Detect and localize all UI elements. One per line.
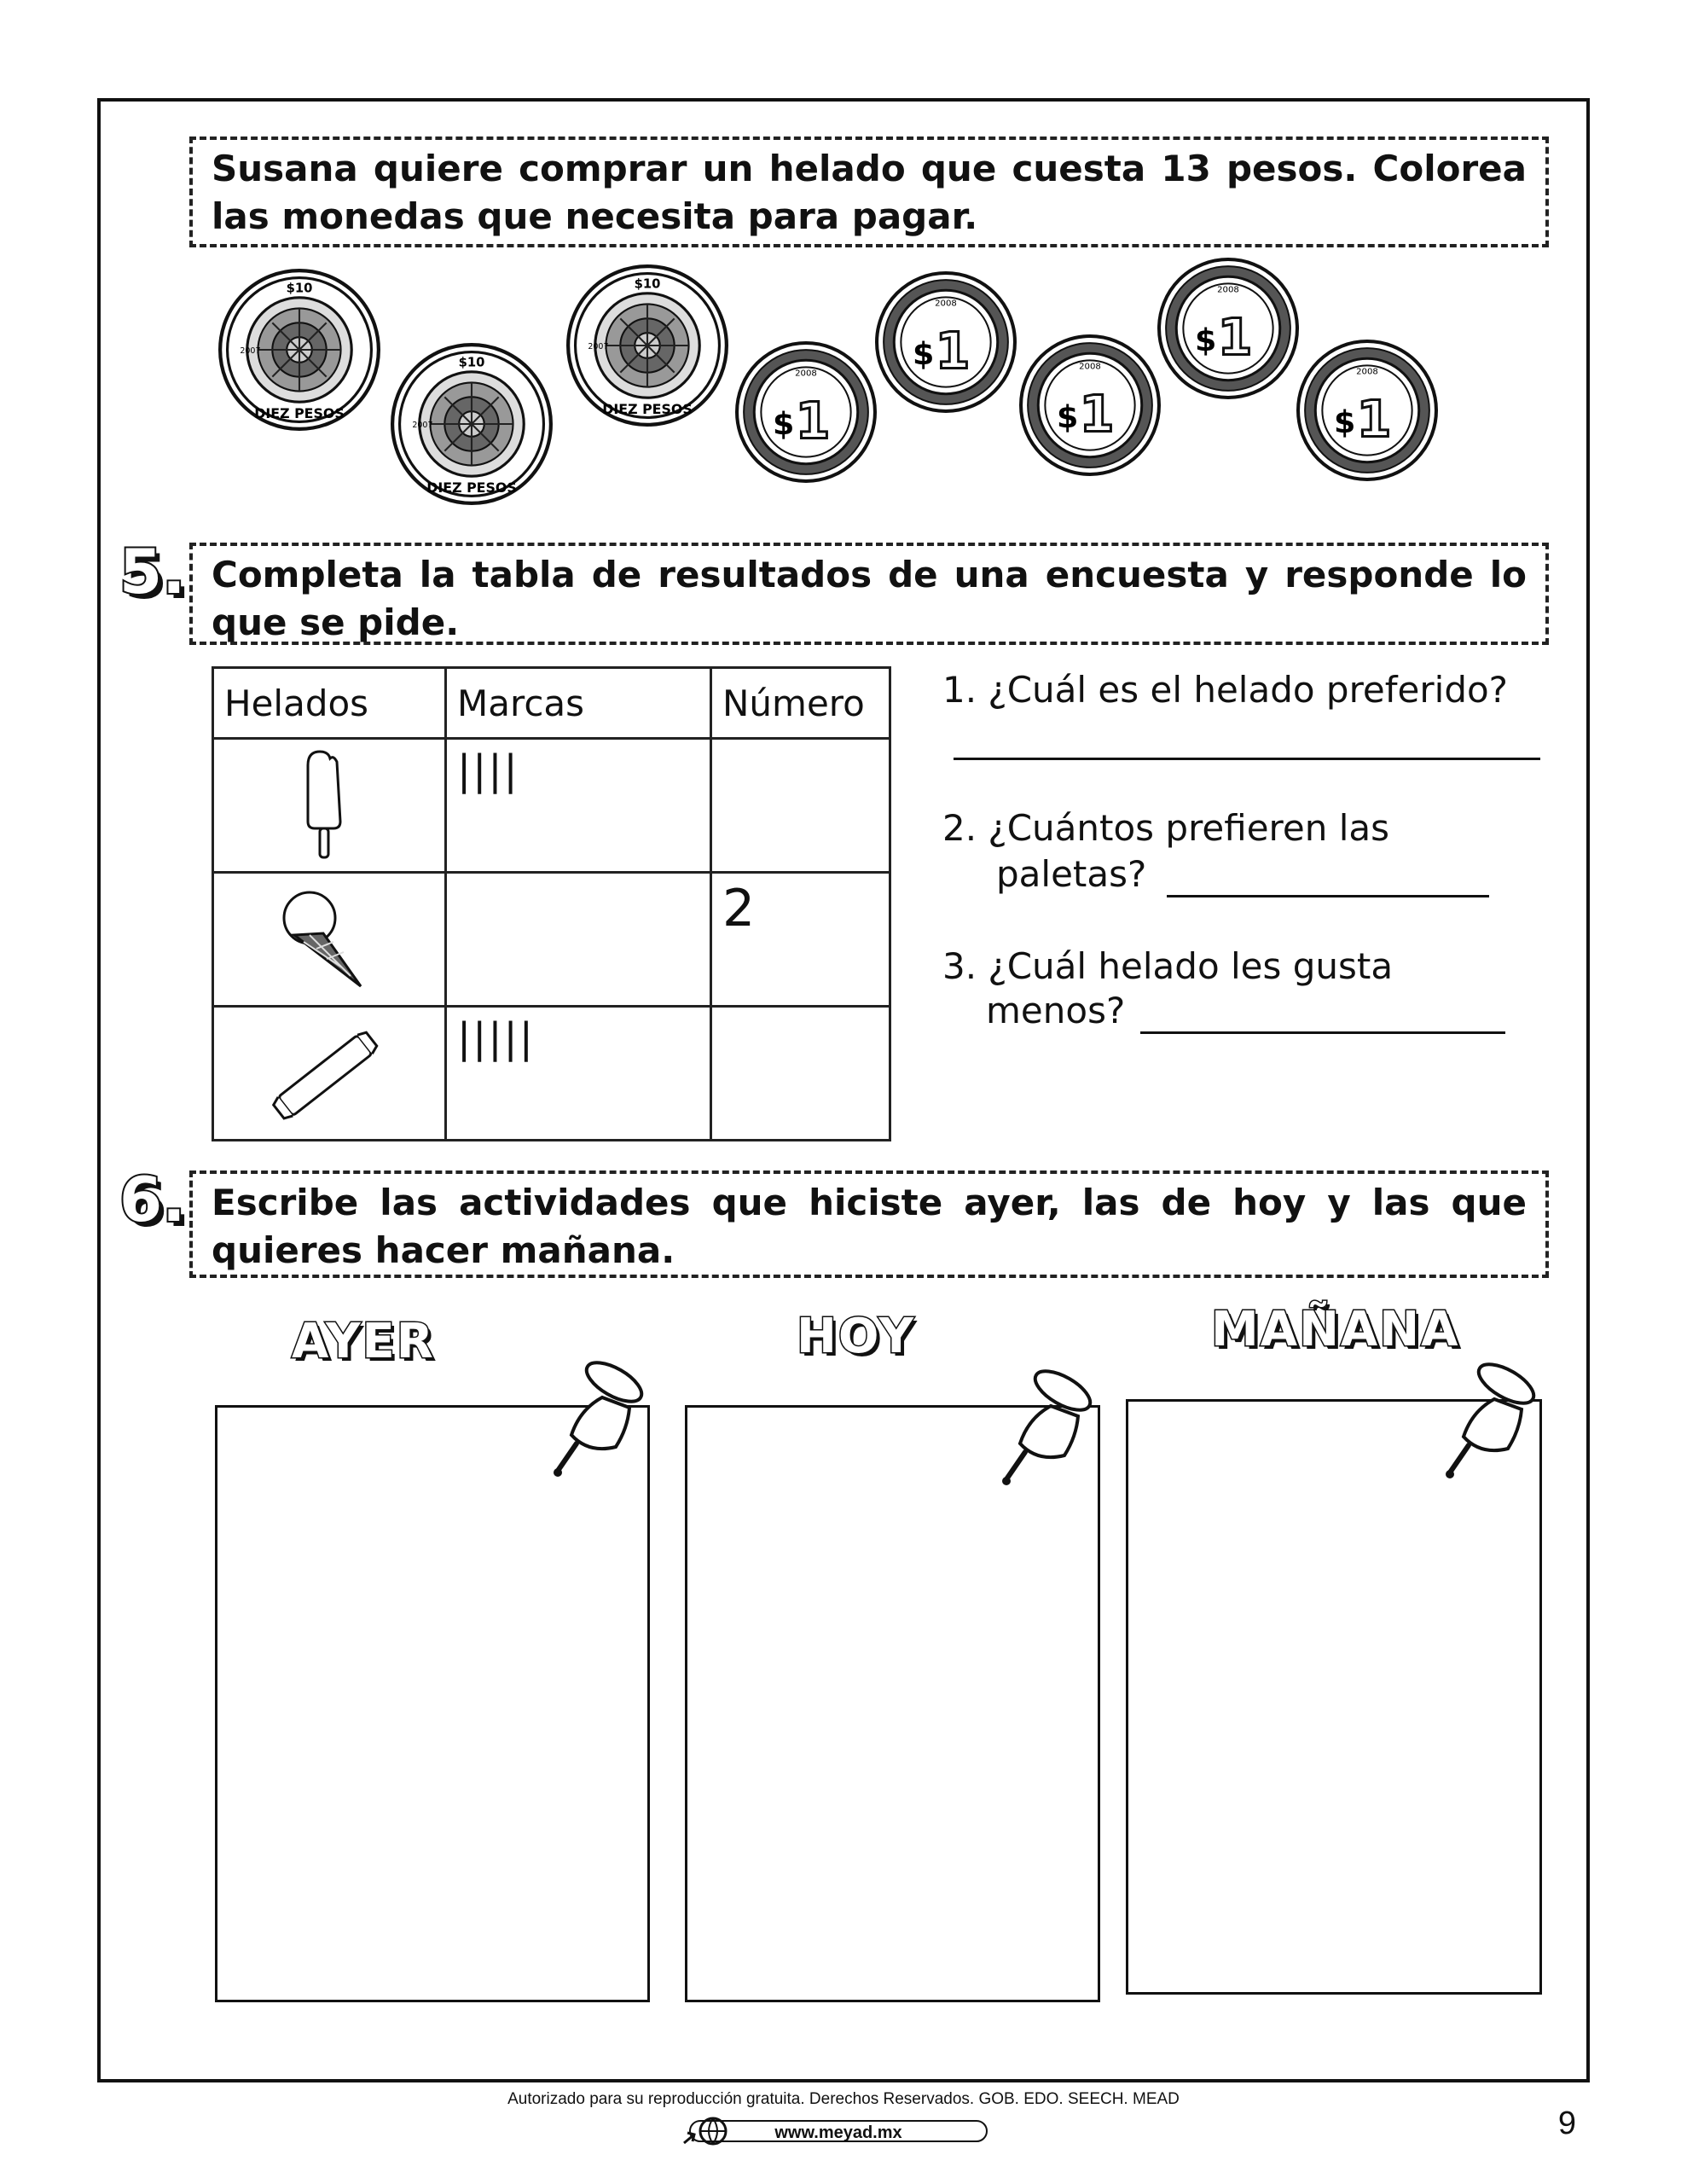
coin-1-value: 1	[935, 322, 971, 380]
number-cell[interactable]	[711, 739, 890, 873]
tally-marks: ||||	[457, 746, 519, 794]
coin-1-peso[interactable]	[875, 271, 1017, 413]
coin-1-value: 1	[795, 392, 831, 450]
header-helados: Helados	[213, 668, 446, 739]
marks-cell[interactable]	[446, 739, 711, 873]
coin-1-sign: $	[1334, 404, 1356, 441]
coin-instruction	[189, 136, 1549, 247]
header-numero: Número	[711, 668, 890, 739]
coin-10-value: $10	[458, 355, 485, 370]
coin-10-words: DIEZ PESOS	[254, 405, 345, 422]
survey-instruction	[189, 543, 1549, 645]
answer-1-line[interactable]	[954, 723, 1540, 760]
coin-1-peso[interactable]	[735, 341, 877, 483]
tally-marks	[447, 874, 710, 887]
footer-url[interactable]: www.meyad.mx	[689, 2120, 988, 2142]
section-5-number: 5.	[119, 536, 186, 607]
activities-instruction-text: Escribe las actividades que hiciste ayer, las de hoy y las que quieres hacer mañana.	[212, 1182, 1527, 1271]
coin-1-peso[interactable]	[1296, 340, 1438, 481]
coin-10-words: DIEZ PESOS	[426, 479, 517, 497]
coin-1-sign: $	[773, 405, 795, 443]
coin-1-year: 2008	[935, 299, 957, 309]
coin-1-value: 1	[1217, 308, 1253, 367]
pushpin-icon	[994, 1367, 1105, 1495]
footer-authorization: Autorizado para su reproducción gratuita. Derechos Reservados. GOB. EDO. SEECH. MEAD	[507, 2090, 1180, 2108]
survey-instruction-text: Completa la tabla de resultados de una encuesta y responde lo que se pide.	[212, 554, 1527, 643]
survey-header-row	[213, 668, 890, 739]
table-row	[213, 1007, 890, 1141]
answer-2-line[interactable]	[1167, 861, 1489, 897]
coin-10-pesos[interactable]	[566, 264, 728, 427]
tally-marks: |||||	[457, 1014, 535, 1062]
day-label-hoy: HOY	[797, 1309, 916, 1364]
question-2-cont	[996, 851, 1489, 897]
popsicle-icon	[214, 740, 434, 868]
number-value	[712, 740, 889, 750]
ayer-writing-box[interactable]	[215, 1405, 650, 2002]
survey-table	[212, 666, 891, 1141]
coin-1-value: 1	[1079, 385, 1115, 444]
question-1-text: 1. ¿Cuál es el helado preferido?	[942, 669, 1508, 711]
table-row	[213, 873, 890, 1007]
day-label-ayer: AYER	[292, 1314, 435, 1369]
number-value	[712, 1008, 889, 1018]
question-2	[942, 805, 1389, 851]
question-2-text-cont: paletas?	[996, 853, 1147, 895]
coin-10-year: 2007	[412, 421, 433, 431]
number-cell[interactable]	[711, 873, 890, 1007]
coin-10-year: 2007	[240, 346, 261, 357]
coin-1-peso[interactable]	[1157, 258, 1299, 399]
coin-1-sign: $	[913, 335, 935, 373]
number-value: 2	[722, 879, 756, 938]
coin-1-value: 1	[1356, 390, 1392, 449]
coin-1-year: 2008	[795, 369, 817, 379]
coin-10-pesos[interactable]	[218, 269, 380, 431]
coin-1-year: 2008	[1356, 367, 1378, 377]
question-1	[942, 667, 1508, 713]
coin-1-sign: $	[1195, 322, 1217, 359]
coin-10-value: $10	[286, 281, 313, 296]
coin-1-year: 2008	[1217, 285, 1239, 295]
coin-1-sign: $	[1057, 398, 1079, 436]
helado-cell	[213, 873, 446, 1007]
hoy-writing-box[interactable]	[685, 1405, 1100, 2002]
coin-10-value: $10	[634, 276, 661, 292]
coin-10-words: DIEZ PESOS	[602, 401, 693, 418]
day-label-manana: MAÑANA	[1211, 1302, 1460, 1357]
pushpin-icon	[546, 1358, 657, 1486]
section-6-number: 6.	[119, 1164, 186, 1235]
activities-instruction	[189, 1170, 1549, 1278]
ice-pop-tube-icon	[214, 1008, 434, 1136]
coin-10-pesos[interactable]	[391, 343, 553, 505]
question-3-cont	[986, 988, 1505, 1034]
header-marcas: Marcas	[446, 668, 711, 739]
answer-3-line[interactable]	[1140, 997, 1505, 1034]
coin-instruction-text: Susana quiere comprar un helado que cuesta 13 pesos. Colorea las monedas que necesita para pagar.	[212, 148, 1527, 237]
question-3-text: 3. ¿Cuál helado les gusta	[942, 945, 1394, 987]
question-2-text: 2. ¿Cuántos prefieren las	[942, 807, 1389, 849]
page-number: 9	[1557, 2106, 1576, 2141]
manana-writing-box[interactable]	[1126, 1399, 1542, 1995]
marks-cell[interactable]	[446, 1007, 711, 1141]
coin-1-year: 2008	[1079, 362, 1101, 372]
marks-cell[interactable]	[446, 873, 711, 1007]
coin-10-year: 2007	[588, 342, 609, 352]
pushpin-icon	[1438, 1360, 1549, 1488]
question-3-text-cont: menos?	[986, 990, 1126, 1031]
coin-1-peso[interactable]	[1019, 334, 1161, 476]
table-row	[213, 739, 890, 873]
helado-cell	[213, 1007, 446, 1141]
ice-cream-cone-icon	[214, 874, 434, 1002]
question-3	[942, 944, 1393, 990]
number-cell[interactable]	[711, 1007, 890, 1141]
helado-cell	[213, 739, 446, 873]
